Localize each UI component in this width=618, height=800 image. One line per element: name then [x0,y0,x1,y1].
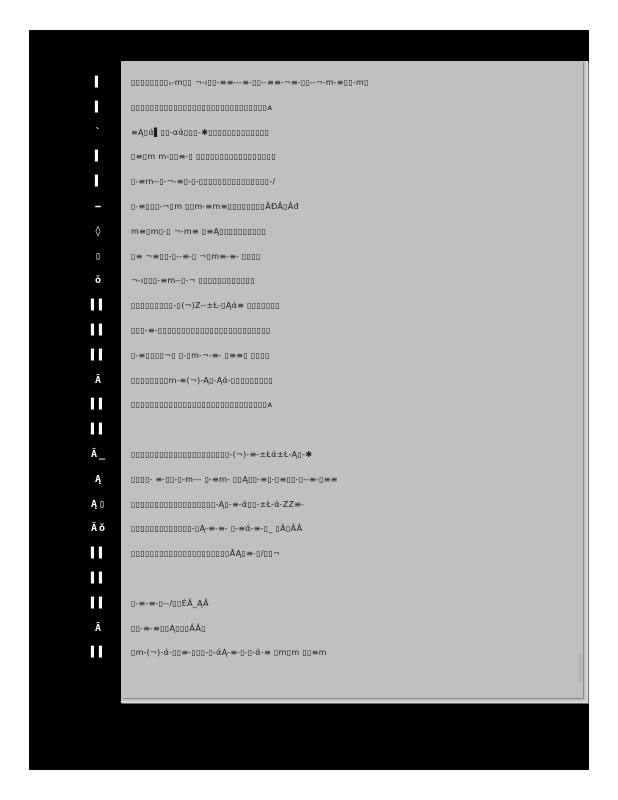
line-text: ▯▯▯ ̵≡ ̵▯▯▯▯▯▯▯▯▯▯▯▯▯▯▯▯▯▯▯▯▯▯▯▯ [131,326,271,335]
document-line [0,319,618,344]
document-line [0,71,618,96]
line-marker: ▌▌ [90,597,108,609]
document-line [0,220,618,245]
line-marker: ▌ [94,176,104,188]
line-text: ▯▯▯▯▯▯▯▯▯▯▯▯▯▯▯▯▯▯▯▯▯▯▯▯▯▯▯▯▯ᴀ [131,102,273,112]
line-text: ▯▯▯▯▯▯▯▯▯▯▯▯▯▯▯▯▯▯▯▯▯▯▯▯▯▯▯▯▯ᴀ [131,400,273,410]
line-text: ▯≡ ¬≡▯▯ ̵▯ ̵ ̵≡ ̵▯ ¬▯m≡ ̵≡ ̵ ▯▯▯▯ [131,251,261,261]
document-line [0,170,618,195]
document-line [0,493,618,518]
document-line [0,617,618,642]
line-text: ▯ ̵≡-≡ ̵▯ ̵-/▯▯ĖĂ_ĄĂ [131,598,209,608]
line-marker: ▌▌ [90,325,108,336]
document-line [0,145,618,170]
line-marker: ▌▌ [90,548,108,560]
document-line [0,269,618,294]
line-marker: ▌▌ [90,349,108,361]
document-line [0,443,618,468]
document-line [0,468,618,493]
line-text: ▯▯▯▯▯▯▯▯▯-▯(¬)Ζ ̵ ̵±Ł ̵▯Ąά≡ ▯▯▯▯▯▯▯ [131,301,280,311]
line-marker: ▌▌ [90,647,108,659]
line-marker: ▌ [94,151,104,163]
line-text: m≡▯m▯ ̵▯ ¬ ̵m≡ ▯≡Ą▯▯▯▯▯▯▯▯▯▯ [131,226,267,236]
line-marker: ▌▌ [90,399,108,411]
document-line [0,344,618,369]
line-text: ▯▯▯▯▯▯▯▯▯▯▯▯▯ ̵▯Ą ̵≡ ̵≡ ̵ ▯ ̵≡ά ̵≡ ̵▯_ ▯Â▯ÂÂ [131,524,303,534]
line-marker: Â [94,622,104,634]
line-marker: ▌ [94,77,104,88]
line-text: ▯ ̵≡▯▯▯ ̵¬▯m ▯▯m ̵≡m≡▯▯▯▯▯▯▯▯ÂĐÂ▯Âđ [131,202,299,211]
line-marker: Ă_ [90,449,108,460]
line-marker: ▯ [94,250,104,262]
document-line [0,393,618,418]
line-text: ▯ ̵≡m ̵ ̵▯ ̵¬ ̵≡▯ ̵▯ ̵▯▯▯▯▯▯▯▯▯▯▯▯▯▯▯-/ [131,177,276,187]
document-line [0,641,618,666]
line-text: ▯≡▯m m ̵▯▯≡ ̵▯ ▯▯▯▯▯▯▯▯▯▯▯▯▯▯▯▯▯ [131,152,277,162]
line-text: ▯▯▯▯ ̵ ≡ ̵▯▯ ̵▯ ̵m ̵ ̵ ̵ ▯ ̵≡m ̵ ▯▯Ą▯▯ ̵≡▯ ̵▯≡▯▯ ̵▯ ̵ ̵≡ ̵▯≡≡ [131,474,338,484]
document-line [0,294,618,319]
document-line [0,245,618,270]
document-line [0,369,618,394]
line-text: ▯m ̵(¬)-ά ̵▯▯≡ ̵▯▯▯-▯ ̵άĄ ̵≡ ̵▯ ̵▯ ̵ά-≡ ▯m▯m ▯▯≡m [131,648,327,658]
document-line [0,121,618,146]
line-text: ▯▯▯▯▯▯▯▯ₛ ̵m▯▯ ¬ ̵ı▯▯ ̵≡≡ ̵ ̵ ̵≡ ̵▯▯ ̵ ̵≡≡ ̵¬≡ ̵▯▯ ̵ ̵¬ ̵m ̵≡▯▯ ̵m▯ [131,78,369,87]
line-text: ¬ ̵ı▯▯▯ ̵≡m ̵ ̵▯ ̵¬ ▯▯▯▯▯▯▯▯▯▯▯▯ [131,276,255,286]
document-line [0,418,618,443]
line-text: ▯▯▯▯▯▯▯▯▯▯▯▯▯▯▯▯▯▯-Ą▯ ̵≡ ̵ά▯▯ ̵±Ł ̵ά ̵ΖΖ≡ ̵ [131,499,305,509]
document-line [0,542,618,567]
line-marker: Ą▯ [90,498,108,510]
line-marker: ` [94,126,104,138]
document-line [0,96,618,121]
document-line [0,567,618,592]
document-line [0,195,618,220]
line-text: ▯ ̵≡▯▯▯▯¬▯ ▯ ̵▯m ̵¬ ̵≡ ̵ ▯≡≡▯ ▯▯▯▯ [131,350,270,360]
line-marker: Â [94,374,104,386]
line-text: ▯▯▯▯▯▯▯▯m ̵≡(¬)-Ą▯ ̵Ąά ̵▯▯▯▯▯▯▯▯▯ [131,375,274,385]
line-marker: Ą [94,473,104,485]
line-text: ▯▯▯▯▯▯▯▯▯▯▯▯▯▯▯▯▯▯▯▯▯ ̵(¬)-≡ ̵±Łά±Ł-Ą▯-✱ [131,450,313,459]
line-marker: ō [94,275,104,287]
line-marker: ▌ [94,101,104,113]
line-marker: ⎯ [95,201,103,212]
document-line [0,592,618,617]
line-marker: Ăŏ [90,523,108,535]
line-marker: ▌▌ [90,424,108,436]
line-text: ▯▯ ̵≡ ̵≡▯▯Ą▯▯▯ÂĂ▯ [131,623,206,633]
line-marker: ▌▌ [90,573,108,584]
line-marker: ◊ [94,225,104,237]
line-text: ≡Ą▯ά▌▯▯ ̵αά▯▯▯-✱▯▯▯▯▯▯▯▯▯▯▯▯▯ [131,127,270,137]
line-marker: ▌▌ [90,300,108,312]
line-text: ▯▯▯▯▯▯▯▯▯▯▯▯▯▯▯▯▯▯▯▯▯ĂĄ▯≡ ̵▯/▯▯¬ [131,549,281,559]
document-line [0,517,618,542]
